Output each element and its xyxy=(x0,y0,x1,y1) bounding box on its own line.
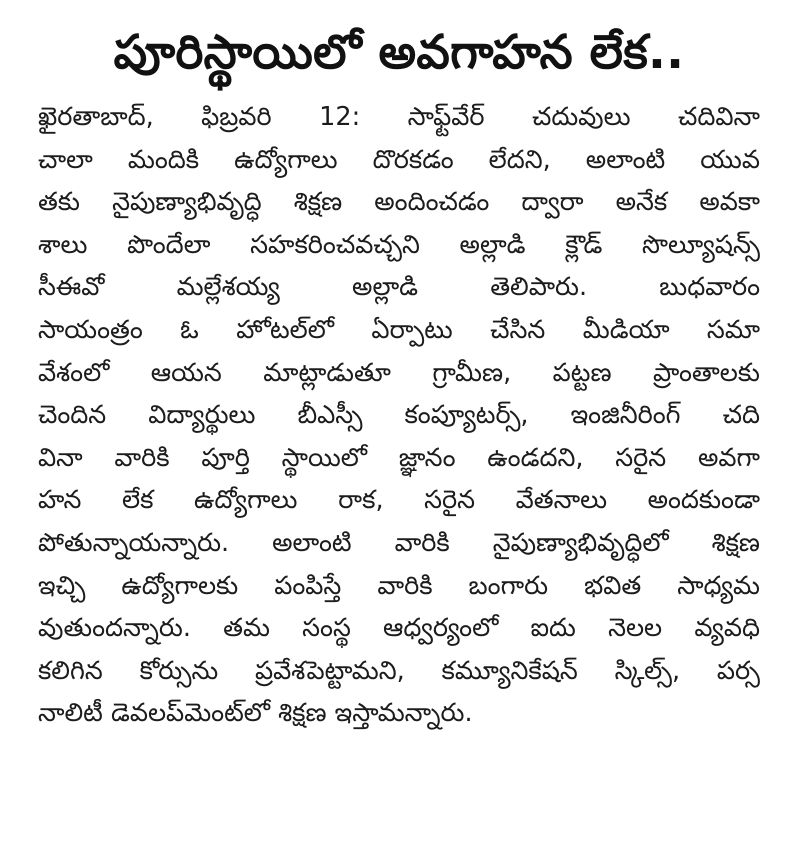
article-line: వినా వారికి పూర్తి స్థాయిలో జ్ఞానం ఉండదని, సరైన అవగా xyxy=(38,442,760,473)
article-line: ఇచ్చి ఉద్యోగాలకు పంపిస్తే వారికి బంగారు భవిత సాధ్యమ xyxy=(38,570,760,601)
article-line: వేశంలో ఆయన మాట్లాడుతూ గ్రామీణ, పట్టణ ప్రాంతాలకు xyxy=(38,357,760,388)
article-line: కలిగిన కోర్సును ప్రవేశపెట్టామని, కమ్యూనికేషన్‌ స్కిల్స్‌, పర్స xyxy=(38,655,760,686)
article-line-last: నాలిటీ డెవలప్‌మెంట్‌లో శిక్షణ ఇస్తామన్నారు. xyxy=(38,698,473,729)
article-headline: పూరిస్థాయిలో అవగాహన లేక.. xyxy=(113,25,685,80)
article-line: పోతున్నాయన్నారు. అలాంటి వారికి నైపుణ్యాభివృద్ధిలో శిక్షణ xyxy=(38,527,760,558)
article-line: చాలా మందికి ఉద్యోగాలు దొరకడం లేదని, అలాంటి యువ xyxy=(38,144,760,175)
article-body xyxy=(38,96,760,735)
article-line: ఖైరతాబాద్‌, ఫిబ్రవరి 12: సాఫ్ట్‌వేర్‌ చదువులు చదివినా xyxy=(38,102,760,132)
article-line: హన లేక ఉద్యోగాలు రాక, సరైన వేతనాలు అందకుండా xyxy=(38,485,760,516)
article-line: సీఈవో మల్లేశయ్య అల్లాడి తెలిపారు. బుధవారం xyxy=(38,272,760,303)
article-line: సాయంత్రం ఓ హోటల్‌లో ఏర్పాటు చేసిన మీడియా సమా xyxy=(38,314,760,345)
article-line: వుతుందన్నారు. తమ సంస్థ ఆధ్వర్యంలో ఐదు నెలల వ్యవధి xyxy=(38,613,760,644)
article-line: తకు నైపుణ్యాభివృద్ధి శిక్షణ అందించడం ద్వారా అనేక అవకా xyxy=(38,187,760,218)
article-line: చెందిన విద్యార్థులు బీఎస్సీ కంప్యూటర్స్‌, ఇంజినీరింగ్‌ చది xyxy=(38,400,760,431)
article-line: శాలు పొందేలా సహకరించవచ్చని అల్లాడి క్లౌడ్‌ సొల్యూషన్స్‌ xyxy=(38,229,760,260)
